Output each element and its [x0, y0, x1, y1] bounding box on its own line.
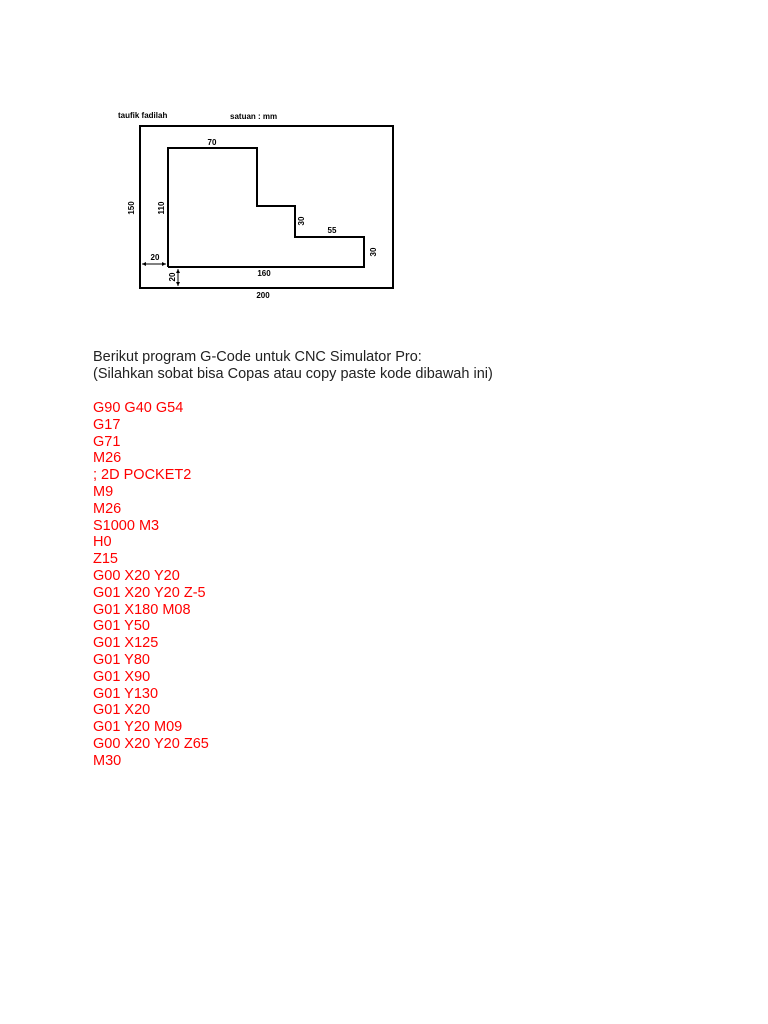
- gcode-line: G01 X20: [93, 702, 151, 719]
- dim-top-width: 70: [207, 138, 217, 147]
- gcode-line: M26: [93, 500, 122, 517]
- gcode-line: G90 G40 G54: [93, 400, 184, 416]
- part-profile: [168, 148, 364, 267]
- gcode-line: G01 X125: [93, 635, 159, 652]
- technical-drawing: [100, 100, 420, 310]
- dim-bottom-length: 160: [257, 269, 271, 278]
- intro-text: [93, 349, 493, 383]
- dim-step-width: 55: [327, 226, 337, 235]
- dim-step-height-2: 30: [369, 247, 378, 257]
- gcode-line: G01 Y80: [93, 651, 150, 668]
- left-offset-arrowhead-left: [142, 262, 146, 266]
- gcode-line: Z15: [93, 551, 118, 568]
- gcode-line: G01 X90: [93, 668, 151, 685]
- gcode-line: G01 Y130: [93, 685, 159, 702]
- dim-left-offset: 20: [150, 253, 160, 262]
- gcode-line: G71: [93, 433, 121, 450]
- technical-drawing-svg: [100, 100, 420, 310]
- intro-line-2: (Silahkan sobat bisa Copas atau copy paste kode dibawah ini): [93, 366, 493, 382]
- bottom-offset-arrowhead-top: [176, 269, 180, 273]
- gcode-line: G00 X20 Y20 Z65: [93, 735, 209, 752]
- gcode-line: S1000 M3: [93, 517, 160, 534]
- gcode-line: H0: [93, 534, 112, 551]
- gcode-listing: [93, 400, 209, 770]
- gcode-line: G01 X180 M08: [93, 601, 191, 618]
- dim-stock-height: 150: [127, 201, 136, 215]
- gcode-line: M30: [93, 752, 122, 769]
- gcode-line: G01 Y20 M09: [93, 719, 183, 736]
- dim-step-height-1: 30: [297, 216, 306, 226]
- gcode-line: ; 2D POCKET2: [93, 467, 192, 484]
- gcode-line: M26: [93, 450, 122, 467]
- dim-stock-width: 200: [256, 291, 270, 300]
- gcode-line: G01 Y50: [93, 618, 150, 635]
- gcode-line: G00 X20 Y20: [93, 567, 180, 584]
- gcode-line: M9: [93, 483, 114, 500]
- dim-bottom-offset: 20: [168, 272, 177, 282]
- intro-line-1: Berikut program G-Code untuk CNC Simulator Pro:: [93, 349, 422, 365]
- author-label: taufik fadilah: [118, 111, 168, 120]
- gcode-line: G17: [93, 416, 121, 433]
- left-offset-arrowhead-right: [162, 262, 166, 266]
- dim-left-height: 110: [157, 201, 166, 215]
- bottom-offset-arrowhead-bottom: [176, 282, 180, 286]
- units-label: satuan : mm: [230, 112, 278, 121]
- gcode-line: G01 X20 Y20 Z-5: [93, 584, 206, 601]
